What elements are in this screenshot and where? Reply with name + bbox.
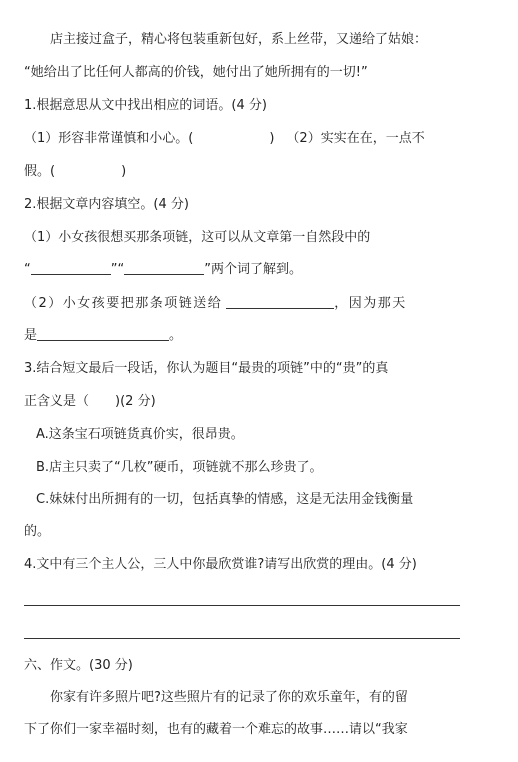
q3-title-line2 (24, 392, 460, 412)
q4-answer-line-1[interactable] (24, 605, 460, 606)
q2-item1-open2: “ (117, 262, 125, 277)
q2-item1-line1: （1）小女孩很想买那条项链，这可以从文章第一自然段中的 (24, 230, 371, 245)
story-line-2: “她给出了比任何人都高的价钱，她付出了她所拥有的一切!” (24, 65, 368, 80)
q2-item2-tail: ，因为那天 (334, 296, 407, 311)
section6-line-2: 下了你们一家幸福时刻，也有的藏着一个难忘的故事……请以“我家 (24, 722, 408, 737)
q2-item2-blank-2[interactable] (37, 326, 169, 341)
q1-item2-cont-line (24, 162, 460, 182)
q3-option-c-line1: C.妹妹付出所拥有的一切，包括真挚的情感，这是无法用金钱衡量 (36, 492, 414, 507)
q4-answer-line-2[interactable] (24, 638, 460, 639)
q1-title: 1.根据意思从文中找出相应的词语。(4 分) (24, 98, 267, 113)
section6-line-1: 你家有许多照片吧?这些照片有的记录了你的欢乐童年，有的留 (50, 690, 408, 705)
q3-option-a: A.这条宝石项链货真价实，很昂贵。 (36, 427, 244, 442)
q2-item2-text: （2）小女孩要把那条项链送给 (24, 296, 223, 311)
section6-title: 六、作文。(30 分) (24, 658, 133, 673)
q1-items-line (24, 129, 460, 149)
q2-item2-line2 (24, 326, 460, 346)
q1-item1-suffix: ) (269, 131, 275, 146)
q2-item2-line2-prefix: 是 (24, 328, 38, 343)
q2-item1-tail: 两个词了解到。 (211, 262, 303, 277)
q3-title-suffix: )(2 分) (115, 394, 156, 409)
q2-title: 2.根据文章内容填空。(4 分) (24, 197, 189, 212)
q1-item2-prefix: （2）实实在在，一点不 (286, 131, 425, 146)
q3-title-line1: 3.结合短文最后一段话，你认为题目“最贵的项链”中的“贵”的真 (24, 361, 389, 376)
q1-item2-suffix: ) (121, 164, 127, 179)
q4-title: 4.文中有三个主人公，三人中你最欣赏谁?请写出欣赏的理由。(4 分) (24, 557, 417, 572)
q2-item1-close1: ” (110, 262, 118, 277)
q2-item1-close2: ” (204, 262, 211, 277)
story-line-1: 店主接过盒子，精心将包装重新包好，系上丝带，又递给了姑娘： (50, 32, 428, 47)
q2-item1-blank-1[interactable] (31, 260, 111, 275)
q2-item2-line2-suffix: 。 (169, 328, 183, 343)
q1-item2-cont: 假。( (24, 164, 56, 179)
q2-item2-line1 (24, 294, 460, 314)
q3-title-prefix: 正含义是（ (24, 394, 90, 409)
q2-item1-blank-2[interactable] (124, 260, 204, 275)
q3-option-b: B.店主只卖了“几枚”硬币，项链就不那么珍贵了。 (36, 460, 323, 475)
q2-item1-open1: “ (24, 262, 31, 277)
q3-option-c-line2: 的。 (24, 524, 51, 539)
q2-item2-blank-1[interactable] (226, 294, 334, 309)
q1-item1-prefix: （1）形容非常谨慎和小心。( (24, 131, 194, 146)
q2-item1-line2 (24, 260, 460, 280)
